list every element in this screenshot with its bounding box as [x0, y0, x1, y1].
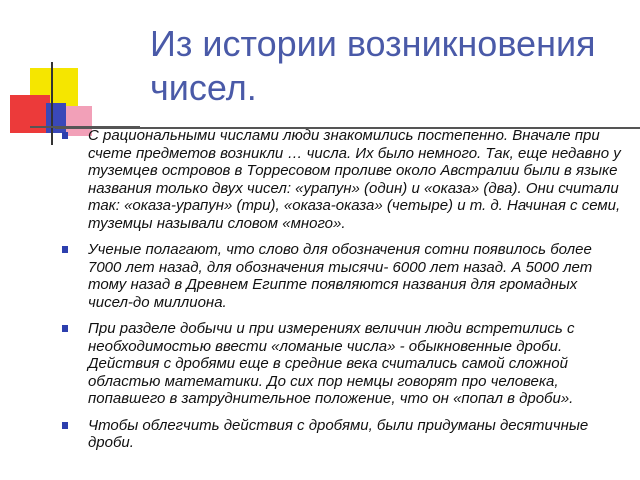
- decorative-squares: [0, 0, 140, 145]
- list-item: [62, 417, 622, 452]
- bullet-list: [62, 127, 622, 461]
- list-item: [62, 241, 622, 311]
- bullet-square-icon: [62, 246, 68, 253]
- bullet-text: Ученые полагают, что слово для обозначения сотни появилось более 7000 лет назад, для обозначения тысячи- 6000 лет назад. А 5000 лет тому назад в Древнем Египте появляются названия для громадных чисел-до миллиона.: [88, 241, 593, 311]
- bullet-text: При разделе добычи и при измерениях величин люди встретились с необходимостью ввести «ломаные числа» - обыкновенные дроби. Действия с дробями еще в средние века считались самой сложной областью математики. До сих пор немцы говорят про человека, попавшего в затруднительное положение, что он «попал в дроби».: [88, 320, 575, 407]
- bullet-square-icon: [62, 325, 68, 332]
- bullet-square-icon: [62, 132, 68, 139]
- list-item: [62, 320, 622, 408]
- bullet-text: С рациональными числами люди знакомились постепенно. Вначале при счете предметов возникли … числа. Их было немного. Так, еще недавно у туземцев островов в Торресовом проливе около Австралии были в языке названия только двух чисел: «урапун» (один) и «оказа» (два). Они считали так: «оказа-урапун» (три), «оказа-оказа» (четыре) и т. д. Начиная с семи, туземцы называли словом «много».: [88, 127, 621, 232]
- list-item: [62, 127, 622, 232]
- bullet-text: Чтобы облегчить действия с дробями, были придуманы десятичные дроби.: [88, 416, 589, 451]
- slide-title: Из истории возникновения чисел.: [150, 23, 596, 108]
- bullet-square-icon: [62, 422, 68, 429]
